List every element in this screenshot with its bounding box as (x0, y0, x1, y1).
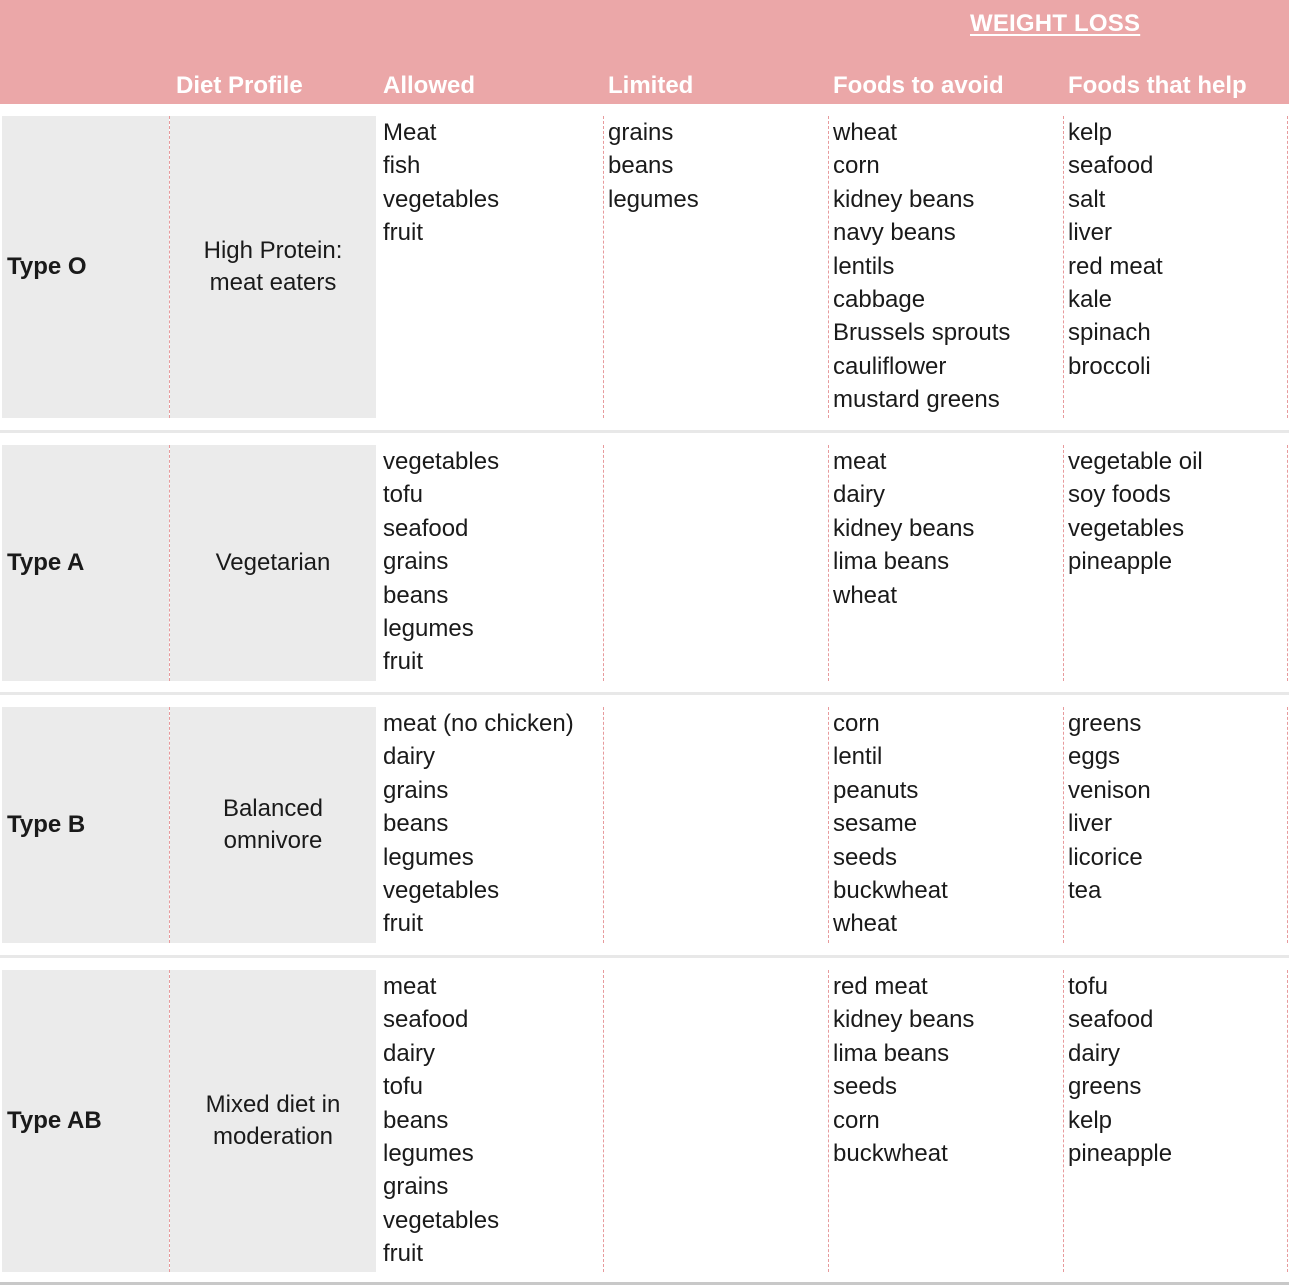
diet-profile-cell (170, 116, 376, 418)
table-row-type-ab (0, 970, 1289, 1272)
foods-that-help-list (1068, 445, 1203, 579)
blood-type-label: Type O (7, 253, 87, 280)
row-separator (0, 955, 1289, 958)
header-gap (0, 104, 1289, 114)
list-item: grains (383, 548, 449, 576)
list-item: meat (833, 448, 887, 475)
list-item: fruit (383, 910, 424, 938)
column-divider (603, 445, 604, 681)
blood-type-cell (2, 116, 169, 418)
list-item: meat (no chicken) (383, 710, 574, 737)
list-item: grains (608, 119, 674, 146)
list-item: corn (833, 710, 880, 737)
list-item: wheat (833, 581, 898, 609)
column-header-limited: Limited (608, 72, 694, 99)
column-header-diet-profile: Diet Profile (176, 72, 303, 99)
foods-to-avoid-list (833, 116, 1010, 417)
list-item: fruit (383, 219, 424, 247)
list-item: peanuts (833, 776, 919, 804)
row-separator (0, 692, 1289, 695)
list-item: vegetable oil (1068, 448, 1203, 475)
column-divider (1063, 970, 1064, 1272)
list-item: vegetables (383, 185, 500, 213)
diet-profile-cell (170, 970, 376, 1272)
foods-to-avoid-list (833, 970, 974, 1170)
list-item: kale (1068, 286, 1113, 314)
column-divider (169, 445, 170, 681)
list-item: beans (608, 152, 674, 180)
column-divider (603, 116, 604, 418)
list-item: lentil (833, 743, 883, 771)
list-item: tofu (383, 481, 424, 509)
list-item: spinach (1068, 319, 1151, 347)
list-item: tofu (383, 1073, 424, 1101)
list-item: fish (383, 152, 421, 180)
list-item: seafood (383, 514, 469, 542)
column-divider (1063, 707, 1064, 943)
list-item: legumes (383, 843, 474, 871)
diet-profile-label: High Protein: meat eaters (203, 237, 343, 296)
list-item: pineapple (1068, 548, 1173, 576)
list-item: meat (383, 973, 437, 1000)
list-item: seafood (1068, 152, 1154, 180)
foods-that-help-list (1068, 707, 1151, 907)
list-item: seeds (833, 1073, 898, 1101)
blood-type-label: Type A (7, 549, 85, 576)
list-item: venison (1068, 776, 1151, 804)
column-divider (1287, 970, 1288, 1272)
list-item: dairy (1068, 1039, 1121, 1067)
list-item: kidney beans (833, 185, 975, 213)
list-item: seeds (833, 843, 898, 871)
column-divider (1287, 116, 1288, 418)
list-item: lima beans (833, 1039, 950, 1067)
list-item: fruit (383, 1240, 424, 1268)
list-item: dairy (833, 481, 886, 509)
list-item: cauliflower (833, 352, 947, 380)
list-item: lentils (833, 252, 895, 280)
column-divider (828, 116, 829, 418)
list-item: beans (383, 581, 449, 609)
column-divider (169, 970, 170, 1272)
list-item: buckwheat (833, 877, 948, 905)
allowed-list (383, 970, 499, 1271)
foods-that-help-list (1068, 116, 1163, 383)
list-item: kelp (1068, 1106, 1113, 1134)
list-item: soy foods (1068, 481, 1171, 509)
list-item: navy beans (833, 219, 956, 247)
column-header-allowed: Allowed (383, 72, 476, 99)
list-item: liver (1068, 810, 1113, 838)
allowed-list (383, 445, 499, 679)
diet-profile-cell (170, 707, 376, 943)
blood-type-label: Type B (7, 811, 86, 838)
row-separator (0, 430, 1289, 433)
list-item: sesame (833, 810, 918, 838)
diet-profile-cell (170, 445, 376, 681)
list-item: vegetables (383, 877, 500, 905)
table-row-type-b (0, 707, 1289, 943)
column-divider (828, 707, 829, 943)
list-item: vegetables (383, 448, 500, 475)
column-divider (169, 707, 170, 943)
table-bottom-border (0, 1282, 1289, 1285)
column-divider (169, 116, 170, 418)
list-item: grains (383, 776, 449, 804)
list-item: corn (833, 1106, 880, 1134)
column-divider (828, 970, 829, 1272)
list-item: dairy (383, 743, 436, 771)
blood-type-cell (2, 970, 169, 1272)
list-item: lima beans (833, 548, 950, 576)
list-item: seafood (383, 1006, 469, 1034)
limited-list (608, 116, 699, 216)
diet-profile-label: Mixed diet in moderation (205, 1091, 341, 1150)
list-item: greens (1068, 710, 1142, 737)
blood-type-label: Type AB (7, 1107, 102, 1134)
column-divider (603, 707, 604, 943)
list-item: buckwheat (833, 1140, 948, 1168)
column-divider (1287, 445, 1288, 681)
list-item: mustard greens (833, 386, 1000, 414)
list-item: kidney beans (833, 1006, 975, 1034)
foods-that-help-list (1068, 970, 1172, 1170)
list-item: broccoli (1068, 352, 1151, 380)
column-divider (1063, 445, 1064, 681)
column-divider (603, 970, 604, 1272)
allowed-list (383, 116, 499, 250)
list-item: seafood (1068, 1006, 1154, 1034)
column-header-foods-that-help: Foods that help (1068, 72, 1247, 99)
column-divider (828, 445, 829, 681)
allowed-list (383, 707, 574, 941)
list-item: wheat (833, 910, 898, 938)
table-row-type-o (0, 116, 1289, 418)
list-item: beans (383, 1106, 449, 1134)
list-item: tofu (1068, 973, 1109, 1000)
list-item: red meat (1068, 252, 1163, 280)
list-item: eggs (1068, 743, 1121, 771)
list-item: beans (383, 810, 449, 838)
list-item: Meat (383, 119, 437, 146)
list-item: cabbage (833, 286, 926, 314)
column-divider (1063, 116, 1064, 418)
list-item: legumes (383, 615, 474, 643)
list-item: red meat (833, 973, 928, 1000)
blood-type-cell (2, 707, 169, 943)
list-item: corn (833, 152, 880, 180)
table-row-type-a (0, 445, 1289, 681)
list-item: kelp (1068, 119, 1113, 146)
list-item: dairy (383, 1039, 436, 1067)
list-item: tea (1068, 877, 1102, 905)
foods-to-avoid-list (833, 445, 974, 612)
list-item: vegetables (1068, 514, 1185, 542)
list-item: fruit (383, 648, 424, 676)
list-item: Brussels sprouts (833, 319, 1011, 347)
diet-profile-label: Vegetarian (215, 549, 331, 576)
column-divider (1287, 707, 1288, 943)
list-item: licorice (1068, 843, 1143, 871)
weight-loss-heading: WEIGHT LOSS (970, 10, 1141, 37)
list-item: pineapple (1068, 1140, 1173, 1168)
list-item: legumes (383, 1140, 474, 1168)
diet-profile-label: Balanced omnivore (222, 795, 324, 854)
list-item: salt (1068, 185, 1106, 213)
list-item: kidney beans (833, 514, 975, 542)
list-item: grains (383, 1173, 449, 1201)
list-item: vegetables (383, 1206, 500, 1234)
foods-to-avoid-list (833, 707, 948, 941)
blood-type-cell (2, 445, 169, 681)
list-item: wheat (833, 119, 898, 146)
list-item: greens (1068, 1073, 1142, 1101)
list-item: legumes (608, 185, 699, 213)
list-item: liver (1068, 219, 1113, 247)
column-header-foods-to-avoid: Foods to avoid (833, 72, 1004, 99)
table-header (0, 0, 1289, 104)
